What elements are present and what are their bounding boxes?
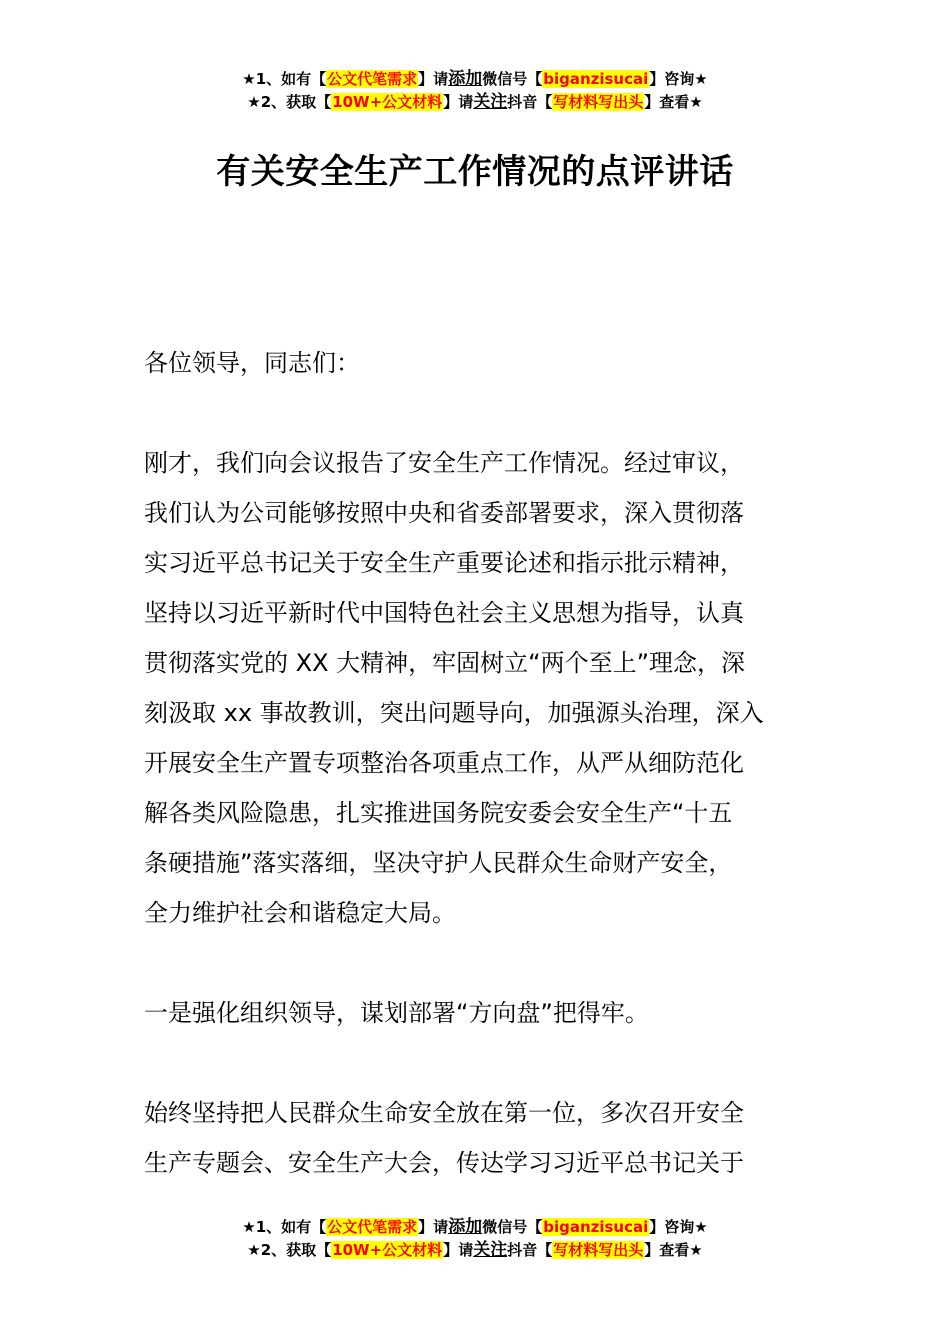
banner-line-1-highlight-wechat: biganzisucai <box>543 1218 649 1236</box>
bottom-banner <box>0 1216 950 1262</box>
paragraph-1-line: 贯彻落实党的 XX 大精神，牢固树立“两个至上”理念，深 <box>144 649 746 677</box>
paragraph-2-line: 生产专题会、安全生产大会，传达学习习近平总书记关于 <box>144 1149 744 1177</box>
banner-line-2-suffix: 】查看★ <box>644 93 703 111</box>
banner-line-1-mid-c: 微信号【 <box>482 70 543 88</box>
banner-line-1 <box>0 68 950 91</box>
banner-line-2-highlight-materials: 10W+公文材料 <box>332 93 443 111</box>
banner-line-1-mid-b: 添加 <box>448 69 483 89</box>
paragraph-1-line: 我们认为公司能够按照中央和省委部署要求，深入贯彻落 <box>144 499 744 527</box>
top-banner <box>0 68 950 114</box>
paragraph-2-line: 始终坚持把人民群众生命安全放在第一位，多次召开安全 <box>144 1099 744 1127</box>
banner-line-1-prefix: ★1、如有【 <box>242 70 327 88</box>
paragraph-1-line: 条硬措施”落实落细，坚决守护人民群众生命财产安全， <box>144 849 733 877</box>
banner-line-2-mid-b: 关注 <box>473 92 508 112</box>
paragraph-1 <box>144 438 808 938</box>
document-body <box>144 338 808 1238</box>
banner-line-2-prefix: ★2、获取【 <box>247 93 332 111</box>
paragraph-1-line: 实习近平总书记关于安全生产重要论述和指示批示精神， <box>144 549 744 577</box>
paragraph-1-line: 刚才，我们向会议报告了安全生产工作情况。经过审议， <box>144 449 744 477</box>
paragraph-1-line: 开展安全生产置专项整治各项重点工作，从严从细防范化 <box>144 749 744 777</box>
section-heading-1: 一是强化组织领导，谋划部署“方向盘”把得牢。 <box>144 999 649 1027</box>
banner-line-1-mid-a: 】请 <box>418 70 449 88</box>
banner-line-1 <box>0 1216 950 1239</box>
paragraph-1-line: 刻汲取 xx 事故教训，突出问题导向，加强源头治理，深入 <box>144 699 764 727</box>
banner-line-1-mid-b: 添加 <box>448 1217 483 1237</box>
banner-line-2-highlight-douyin: 写材料写出头 <box>553 1241 644 1259</box>
banner-line-1-suffix: 】咨询★ <box>649 70 708 88</box>
banner-line-1-suffix: 】咨询★ <box>649 1218 708 1236</box>
banner-line-2-prefix: ★2、获取【 <box>247 1241 332 1259</box>
banner-line-2-mid-a: 】请 <box>443 93 474 111</box>
banner-line-2-mid-c: 抖音【 <box>507 1241 553 1259</box>
document-title: 有关安全生产工作情况的点评讲话 <box>216 152 734 192</box>
greeting: 各位领导，同志们： <box>144 349 360 377</box>
banner-line-1-prefix: ★1、如有【 <box>242 1218 327 1236</box>
paragraph-1-line: 坚持以习近平新时代中国特色社会主义思想为指导，认真 <box>144 599 744 627</box>
banner-line-2-highlight-douyin: 写材料写出头 <box>553 93 644 111</box>
banner-line-2-mid-a: 】请 <box>443 1241 474 1259</box>
banner-line-1-highlight-need: 公文代笔需求 <box>327 70 418 88</box>
banner-line-2-mid-c: 抖音【 <box>507 93 553 111</box>
banner-line-2-suffix: 】查看★ <box>644 1241 703 1259</box>
banner-line-2 <box>0 91 950 114</box>
banner-line-2-highlight-materials: 10W+公文材料 <box>332 1241 443 1259</box>
banner-line-2-mid-b: 关注 <box>473 1240 508 1260</box>
paragraph-1-line: 解各类风险隐患，扎实推进国务院安委会安全生产“十五 <box>144 799 733 827</box>
banner-line-2 <box>0 1239 950 1262</box>
banner-line-1-highlight-need: 公文代笔需求 <box>327 1218 418 1236</box>
paragraph-2 <box>144 1088 808 1188</box>
banner-line-1-highlight-wechat: biganzisucai <box>543 70 649 88</box>
paragraph-1-line: 全力维护社会和谐稳定大局。 <box>144 899 456 927</box>
banner-line-1-mid-a: 】请 <box>418 1218 449 1236</box>
banner-line-1-mid-c: 微信号【 <box>482 1218 543 1236</box>
